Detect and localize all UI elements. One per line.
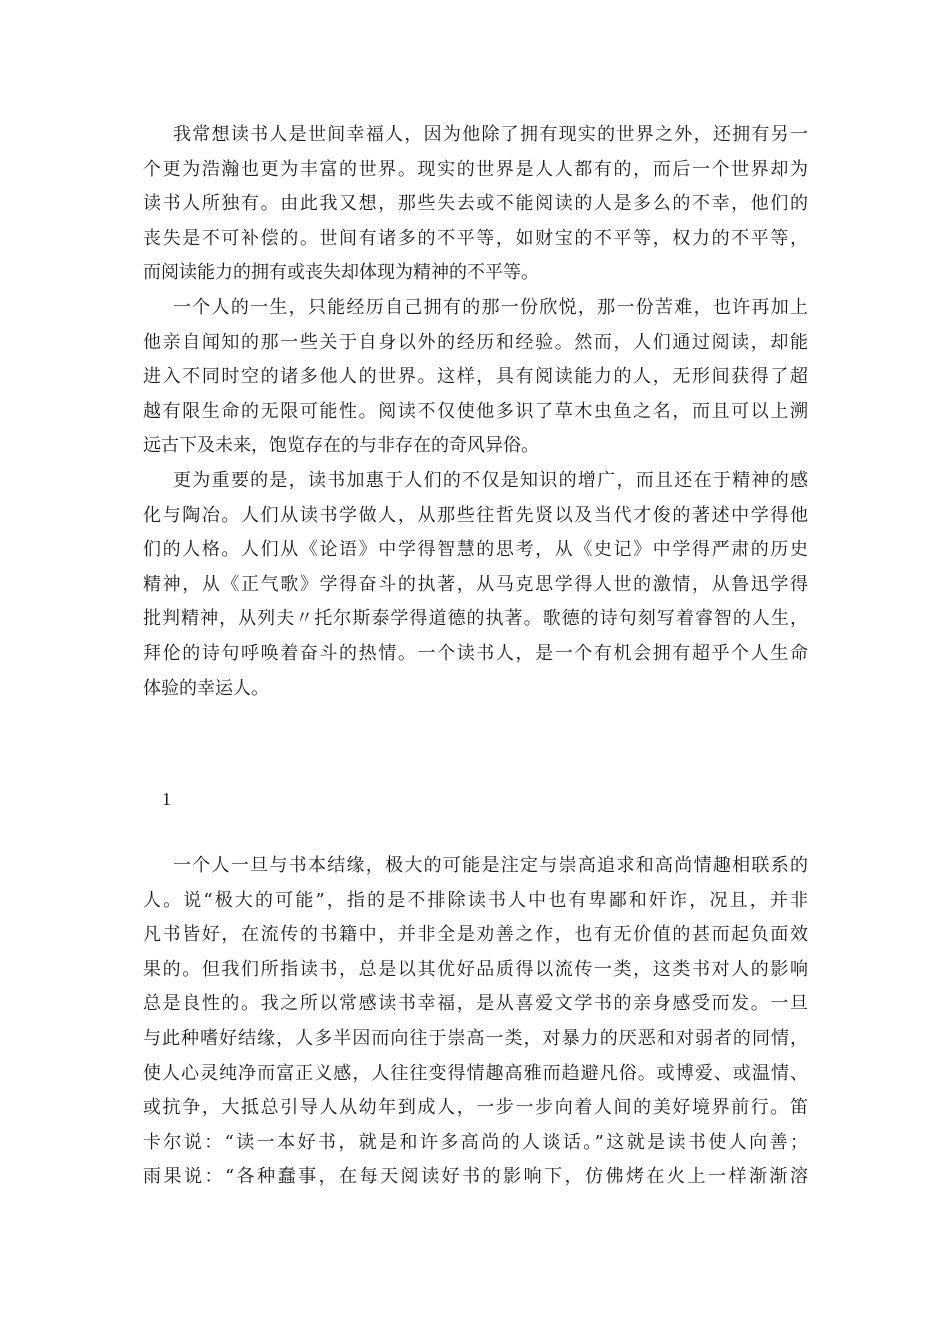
paragraph-line: 而阅读能力的拥有或丧失却体现为精神的不平等。: [143, 262, 539, 284]
paragraph-line: 读书人所独有。由此我又想，那些失去或不能阅读的人是多么的不幸，他们的: [143, 193, 808, 215]
paragraph-line: 总是良性的。我之所以常感读书幸福，是从喜爱文学书的亲身感受而发。一旦: [143, 993, 808, 1015]
paragraph-line: 拜伦的诗句呼唤着奋斗的热情。一个读书人，是一个有机会拥有超乎个人生命: [143, 642, 808, 664]
page-number: 1: [162, 789, 171, 809]
paragraph-line: 一个人一旦与书本结缘，极大的可能是注定与崇高追求和高尚情趣相联系的: [173, 855, 808, 876]
paragraph-line: 人。说“极大的可能”，指的是不排除读书人中也有卑鄙和奸诈，况且，并非: [143, 889, 808, 911]
paragraph-line: 一个人的一生，只能经历自己拥有的那一份欣悦，那一份苦难，也许再加上: [173, 296, 808, 318]
paragraph-line: 进入不同时空的诸多他人的世界。这样，具有阅读能力的人，无形间获得了超: [143, 366, 808, 388]
paragraph-line: 丧失是不可补偿的。世间有诸多的不平等，如财宝的不平等，权力的不平等，: [143, 227, 808, 249]
paragraph-line: 化与陶冶。人们从读书学做人，从那些往哲先贤以及当代才俊的著述中学得他: [143, 504, 808, 526]
paragraph-line: 使人心灵纯净而富正义感，人往往变得情趣高雅而趋避凡俗。或博爱、或温情、: [143, 1062, 808, 1084]
paragraph-line: 雨果说：“各种蠢事，在每天阅读好书的影响下，仿佛烤在火上一样渐渐溶: [143, 1166, 808, 1188]
paragraph-line: 批判精神，从列夫〃托尔斯泰学得道德的执著。歌德的诗句刻写着睿智的人生，: [143, 608, 808, 630]
text-block-1: [143, 118, 808, 706]
paragraph-line: 越有限生命的无限可能性。阅读不仅使他多识了草木虫鱼之名，而且可以上溯: [143, 400, 808, 422]
paragraph-line: 卡尔说：“读一本好书，就是和许多高尚的人谈话。”这就是读书使人向善；: [143, 1131, 808, 1153]
paragraph-line: 精神，从《正气歌》学得奋斗的执著，从马克思学得人世的激情，从鲁迅学得: [143, 573, 808, 595]
paragraph-line: 或抗争，大抵总引导人从幼年到成人，一步一步向着人间的美好境界前行。笛: [143, 1097, 808, 1119]
paragraph-line: 与此种嗜好结缘，人多半因而向往于崇高一类，对暴力的厌恶和对弱者的同情，: [143, 1027, 808, 1049]
paragraph-line: 凡书皆好，在流传的书籍中，并非全是劝善之作，也有无价值的甚而起负面效: [143, 924, 808, 946]
paragraph-line: 更为重要的是，读书加惠于人们的不仅是知识的增广，而且还在于精神的感: [173, 469, 808, 491]
text-block-2: [143, 849, 808, 1195]
paragraph-line: 个更为浩瀚也更为丰富的世界。现实的世界是人人都有的，而后一个世界却为: [143, 158, 808, 180]
paragraph-line: 体验的幸运人。: [143, 677, 269, 699]
paragraph-line: 们的人格。人们从《论语》中学得智慧的思考，从《史记》中学得严肃的历史: [143, 539, 808, 561]
paragraph-line: 远古下及未来，饱览存在的与非存在的奇风异俗。: [143, 435, 539, 457]
paragraph-line: 他亲自闻知的那一些关于自身以外的经历和经验。然而，人们通过阅读，却能: [143, 331, 808, 353]
paragraph-line: 果的。但我们所指读书，总是以其优好品质得以流传一类，这类书对人的影响: [143, 958, 808, 980]
paragraph-line: 我常想读书人是世间幸福人，因为他除了拥有现实的世界之外，还拥有另一: [173, 124, 808, 145]
